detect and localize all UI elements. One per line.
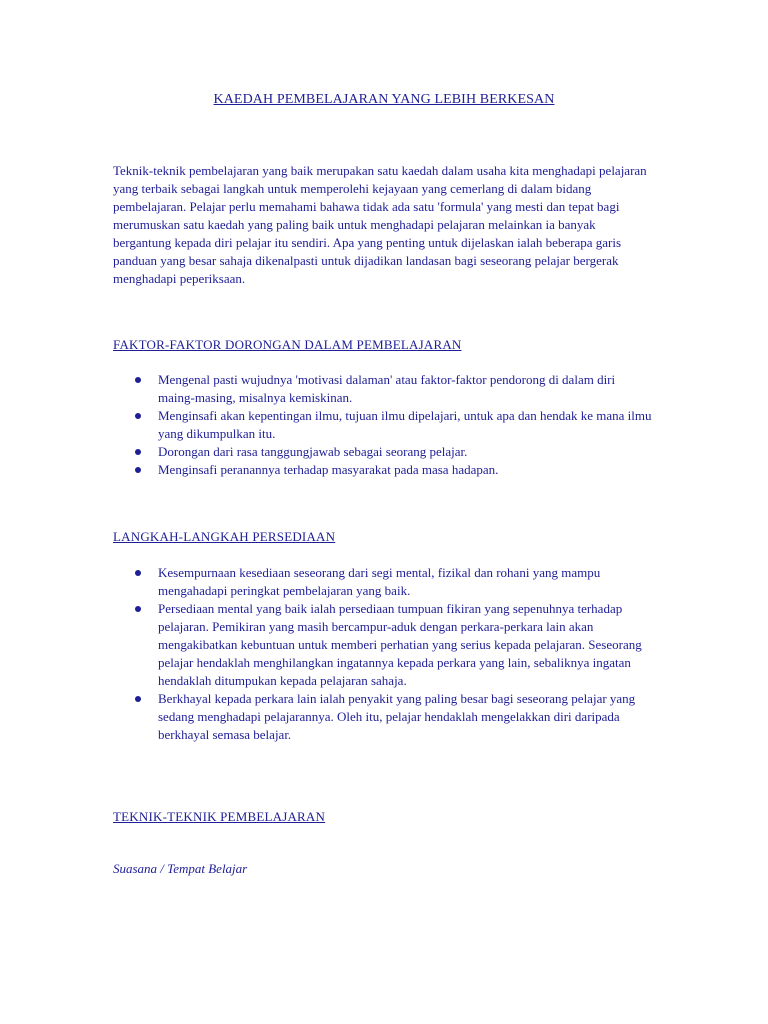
list-item-text: Mengenal pasti wujudnya 'motivasi dalaman' atau faktor-faktor pendorong di dalam diri maing-masing, misalnya kemiskinan.	[158, 372, 616, 405]
list-item	[113, 443, 653, 461]
bullet-icon	[135, 570, 141, 576]
section-heading-faktor: FAKTOR-FAKTOR DORONGAN DALAM PEMBELAJARAN	[113, 337, 462, 352]
list-item	[113, 461, 653, 479]
bullet-icon	[135, 696, 141, 702]
list-item-text: Menginsafi akan kepentingan ilmu, tujuan ilmu dipelajari, untuk apa dan hendak ke mana ilmu yang dikumpulkan itu.	[158, 408, 652, 441]
list-item-text: Persediaan mental yang baik ialah persediaan tumpuan fikiran yang sepenuhnya terhadap pelajaran. Pemikiran yang masih bercampur-aduk dengan perkara-perkara lain akan mengakibatkan kebuntuan untuk memberi perhatian yang serius kepada pelajaran. Seseorang pelajar hendaklah menghilangkan ingatannya kepada perkara yang lain, sebaliknya ingatan hendaklah ditumpukan kepada pelajaran sahaja.	[158, 601, 642, 688]
section-heading-langkah: LANGKAH-LANGKAH PERSEDIAAN	[113, 529, 336, 544]
bullet-icon	[135, 467, 141, 473]
list-item-text: Dorongan dari rasa tanggungjawab sebagai seorang pelajar.	[158, 444, 468, 459]
list-item	[113, 600, 653, 690]
section-heading-teknik: TEKNIK-TEKNIK PEMBELAJARAN	[113, 809, 326, 824]
list-item	[113, 690, 653, 744]
bullet-icon	[135, 449, 141, 455]
document-title: KAEDAH PEMBELAJARAN YANG LEBIH BERKESAN	[213, 92, 555, 107]
bullet-icon	[135, 413, 141, 419]
list-item	[113, 371, 653, 407]
list-item	[113, 564, 653, 600]
list-item-text: Berkhayal kepada perkara lain ialah penyakit yang paling besar bagi seseorang pelajar yang sedang menghadapi pelajarannya. Oleh itu, pelajar hendaklah mengelakkan diri daripada berkhayal semasa belajar.	[158, 691, 636, 742]
bullet-icon	[135, 377, 141, 383]
intro-paragraph: Teknik-teknik pembelajaran yang baik merupakan satu kaedah dalam usaha kita menghadapi pelajaran yang terbaik sebagai langkah untuk memperolehi kejayaan yang cemerlang di dalam bidang pembelajaran. Pelajar perlu memahami bahawa tidak ada satu 'formula' yang mesti dan tepat bagi merumuskan satu kaedah yang paling baik untuk menghadapi pelajaran melainkan ia banyak bergantung kepada diri pelajar itu sendiri. Apa yang penting untuk dijelaskan ialah beberapa garis panduan yang besar sahaja dikenalpasti untuk dijadikan landasan bagi seseorang pelajar bergerak menghadapi peperiksaan.	[113, 163, 647, 286]
bullet-list-faktor	[113, 371, 653, 479]
bullet-icon	[135, 606, 141, 612]
list-item-text: Menginsafi peranannya terhadap masyarakat pada masa hadapan.	[158, 462, 499, 477]
list-item-text: Kesempurnaan kesediaan seseorang dari segi mental, fizikal dan rohani yang mampu mengahadapi peringkat pembelajaran yang baik.	[158, 565, 601, 598]
subsection-title: Suasana / Tempat Belajar	[113, 861, 248, 876]
list-item	[113, 407, 653, 443]
bullet-list-langkah	[113, 564, 653, 744]
